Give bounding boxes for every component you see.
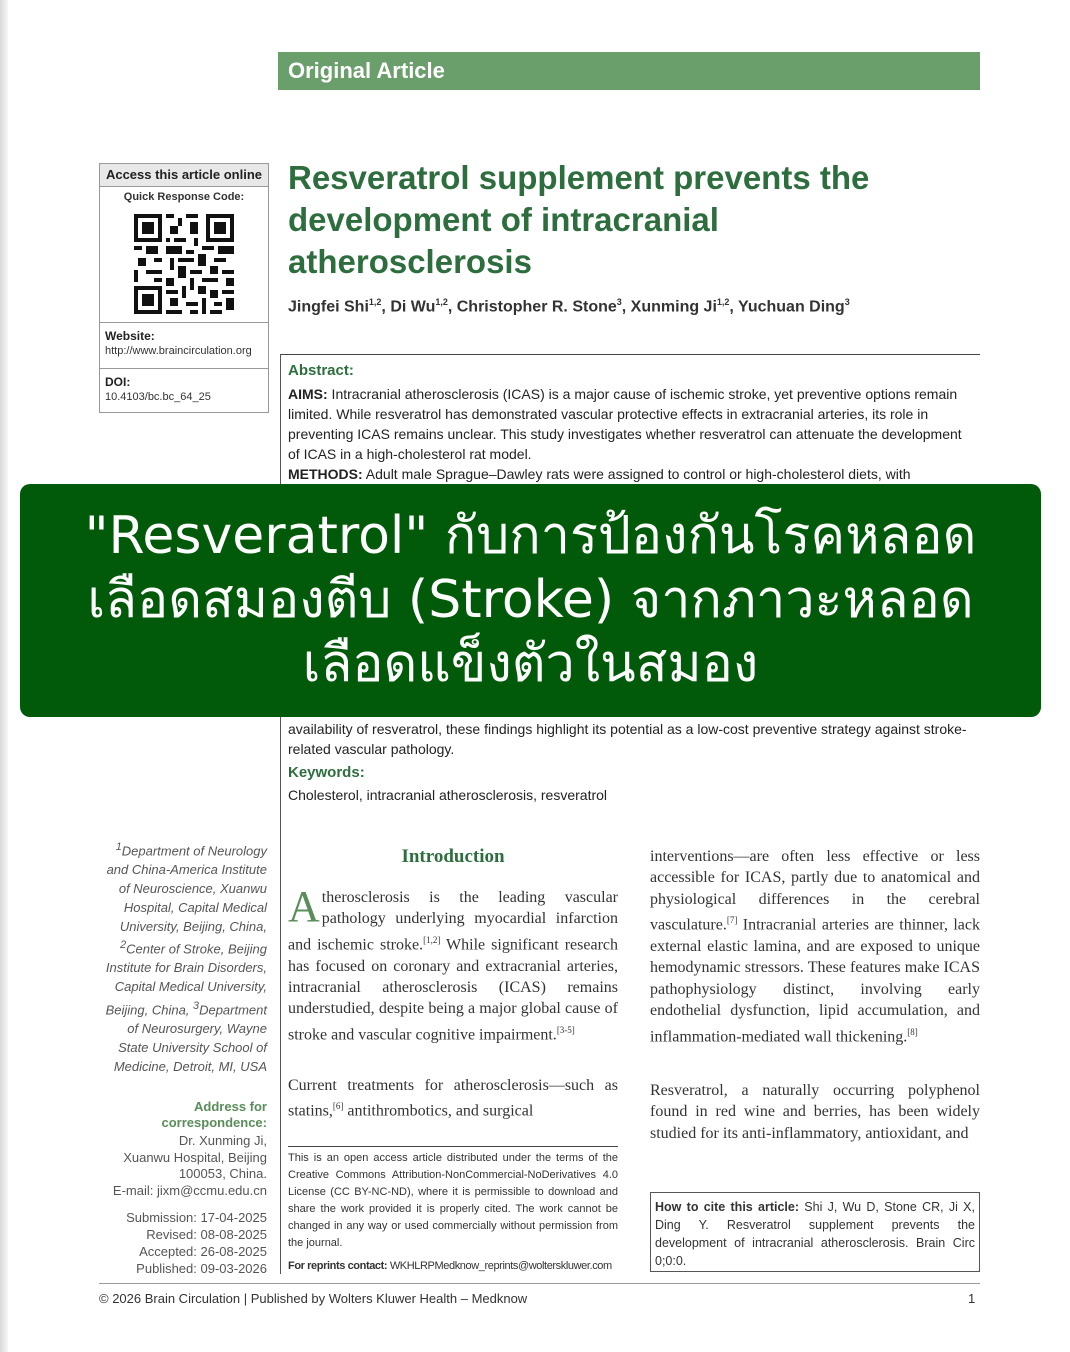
author-list bbox=[288, 297, 988, 316]
website-section bbox=[100, 322, 268, 357]
intro-text: Current treatments for atherosclerosis—such as statins, bbox=[288, 1077, 618, 1120]
author-affiliation-sup: 3 bbox=[616, 297, 622, 307]
intro-text: While significant research has focused on coronary and extracranial arteries, intracranial atherosclerosis (ICAS) remains understudied, despite being a major global cause of stroke and vascular cognitive impairment. bbox=[288, 936, 618, 1044]
author-name: Christopher R. Stone bbox=[456, 298, 617, 316]
citation-ref[interactable]: [7] bbox=[726, 915, 738, 926]
author-separator: , bbox=[447, 298, 457, 316]
author-name: Yuchuan Ding bbox=[738, 298, 845, 316]
keywords-heading: Keywords: bbox=[288, 764, 365, 781]
doi-section bbox=[100, 368, 268, 403]
license-rule bbox=[288, 1146, 618, 1147]
license-text: This is an open access article distributed under the terms of the Creative Commons Attribution-NonCommercial-NoDerivatives 4.0 License (CC BY-NC-ND), where it is permissible to download and share the work provided it is properly cited. The work cannot be changed in any way or used commercially without permission from the journal. bbox=[288, 1152, 618, 1249]
intro-paragraph-2 bbox=[288, 1075, 618, 1122]
affiliations bbox=[96, 838, 267, 1077]
published-date: Published: 09-03-2026 bbox=[136, 1261, 267, 1276]
author-separator: , bbox=[621, 298, 631, 316]
correspondence-name: Dr. Xunming Ji, bbox=[178, 1133, 267, 1148]
col2-paragraph-1 bbox=[650, 846, 980, 1047]
doi-label: DOI: bbox=[105, 375, 131, 389]
affiliation-text: Department of Neurology and China-America Institute of Neuroscience, Xuanwu Hospital, Capital Medical University, Beijing, China, bbox=[106, 843, 267, 934]
correspondence-email[interactable]: E-mail: jixm@ccmu.edu.cn bbox=[112, 1182, 267, 1198]
overlay-caption bbox=[30, 504, 1031, 696]
doi-value[interactable]: 10.4103/bc.bc_64_25 bbox=[105, 391, 211, 403]
affiliation-text: Center of Stroke, Beijing Institute for Brain Disorders, Capital Medical University, Beijing, China, bbox=[105, 941, 267, 1018]
qr-code-icon[interactable] bbox=[134, 214, 234, 314]
intro-text: interventions—are often less effective or less accessible for ICAS, partly due to anatomical and physiological differences in the cerebral vasculature. bbox=[650, 848, 980, 934]
citation-ref[interactable]: [6] bbox=[332, 1101, 344, 1112]
website-link[interactable]: http://www.braincirculation.org bbox=[105, 345, 252, 357]
thai-caption-overlay bbox=[20, 484, 1041, 717]
reprints-email[interactable]: WKHLRPMedknow_reprints@wolterskluwer.com bbox=[387, 1260, 612, 1272]
citation-ref[interactable]: [3-5] bbox=[556, 1024, 575, 1035]
methods-label: METHODS: bbox=[288, 466, 363, 482]
affiliation-text: Department of Neurosurgery, Wayne State University School of Medicine, Detroit, MI, USA bbox=[113, 1002, 267, 1074]
article-type-banner bbox=[278, 52, 980, 90]
page-number: 1 bbox=[968, 1291, 976, 1306]
author-affiliation-sup: 1,2 bbox=[435, 297, 448, 307]
correspondence-address-2: 100053, China. bbox=[178, 1166, 267, 1181]
correspondence-block bbox=[96, 1133, 267, 1199]
how-to-cite-box bbox=[650, 1192, 980, 1272]
author-affiliation-sup: 3 bbox=[844, 297, 850, 307]
correspondence-address-1: Xuanwu Hospital, Beijing bbox=[123, 1149, 267, 1165]
author-name: Jingfei Shi bbox=[288, 298, 369, 316]
methods-text: Adult male Sprague–Dawley rats were assigned to control or high-cholesterol diets, with bbox=[362, 466, 911, 482]
qr-label: Quick Response Code: bbox=[123, 191, 245, 203]
abstract-tail: availability of resveratrol, these findings highlight its potential as a low-cost preventive strategy against stroke-related vascular pathology. bbox=[288, 721, 967, 757]
overlay-line-3: เลือดแข็งตัวในสมอง bbox=[302, 634, 759, 694]
author-separator: , bbox=[381, 298, 391, 316]
intro-text: Intracranial arteries are thinner, lack external elastic lamina, and are exposed to unique hemodynamic stressors. These features make ICAS pathophysiology distinct, involving early endothelial dysfunction, lipid accumulation, and inflammation-mediated wall thickening. bbox=[650, 916, 980, 1045]
cite-label: How to cite this article: bbox=[655, 1200, 800, 1214]
citation-ref[interactable]: [8] bbox=[907, 1026, 918, 1037]
author-name: Di Wu bbox=[390, 298, 436, 316]
reprints-label: For reprints contact: bbox=[288, 1260, 388, 1272]
revised-date: Revised: 08-08-2025 bbox=[146, 1227, 267, 1242]
abstract-methods bbox=[288, 464, 972, 484]
affiliation-sup: 1 bbox=[115, 841, 122, 853]
intro-paragraph-1 bbox=[288, 882, 618, 1046]
author-separator: , bbox=[729, 298, 739, 316]
drop-cap: A bbox=[288, 882, 320, 931]
affiliation-sup: 2 bbox=[120, 939, 127, 952]
col2-paragraph-2: Resveratrol, a naturally occurring polyphenol found in red wine and berries, has been widely studied for its anti-inflammatory, antioxidant, and bbox=[650, 1082, 980, 1142]
aims-label: AIMS: bbox=[288, 386, 328, 402]
abstract-aims bbox=[288, 384, 972, 464]
overlay-line-2: เลือดสมองตีบ (Stroke) จากภาวะหลอด bbox=[87, 570, 974, 630]
overlay-line-1: "Resveratrol" กับการป้องกันโรคหลอด bbox=[84, 506, 977, 566]
introduction-heading: Introduction bbox=[401, 846, 505, 867]
reprints-contact bbox=[288, 1260, 618, 1272]
footer-copyright: © 2026 Brain Circulation | Published by Wolters Kluwer Health – Medknow bbox=[99, 1291, 528, 1306]
aims-text: Intracranial atherosclerosis (ICAS) is a major cause of ischemic stroke, yet preventive options remain limited. While resveratrol has demonstrated vascular protective effects in extracranial arteries, its role in preventing ICAS remains unclear. This study investigates whether resveratrol can attenuate the development of ICAS in a high-cholesterol rat model. bbox=[288, 386, 962, 462]
correspondence-heading: Address for correspondence: bbox=[161, 1099, 267, 1130]
author-affiliation-sup: 1,2 bbox=[368, 297, 382, 307]
intro-text: antithrombotics, and surgical bbox=[343, 1102, 534, 1120]
author-affiliation-sup: 1,2 bbox=[716, 297, 730, 307]
article-dates bbox=[96, 1209, 267, 1277]
page-edge-shadow bbox=[0, 0, 8, 1352]
abstract-top-rule bbox=[280, 354, 980, 355]
footer-rule bbox=[99, 1283, 980, 1284]
website-label: Website: bbox=[105, 329, 155, 343]
abstract-heading: Abstract: bbox=[288, 362, 354, 379]
citation-ref[interactable]: [1,2] bbox=[423, 934, 441, 945]
access-heading: Access this article online bbox=[100, 164, 268, 187]
cite-text: Shi J, Wu D, Stone CR, Ji X, Ding Y. Resveratrol supplement prevents the development of intracranial atherosclerosis. Brain Circ 0;0:0. bbox=[655, 1200, 975, 1268]
article-type-label: Original Article bbox=[288, 58, 445, 83]
intro-text: therosclerosis is the leading vascular pathology underlying myocardial infarction and ischemic stroke. bbox=[288, 889, 618, 954]
keywords-text: Cholesterol, intracranial atherosclerosis, resveratrol bbox=[288, 787, 608, 803]
affiliation-sup: 3 bbox=[193, 1000, 200, 1013]
access-online-box bbox=[99, 163, 269, 413]
author-name: Xunming Ji bbox=[630, 298, 717, 316]
submission-date: Submission: 17-04-2025 bbox=[126, 1210, 267, 1225]
accepted-date: Accepted: 26-08-2025 bbox=[139, 1244, 267, 1259]
article-title: Resveratrol supplement prevents the development of intracranial atherosclerosis bbox=[288, 159, 870, 280]
